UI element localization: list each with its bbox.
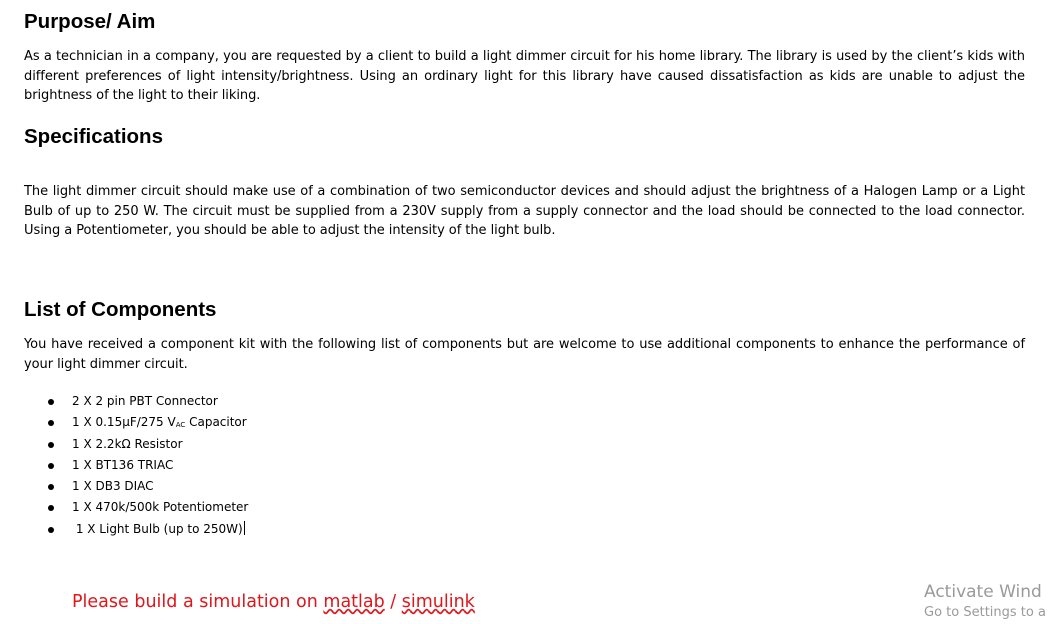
watermark-title: Activate Wind <box>924 582 1042 602</box>
activate-windows-watermark <box>924 581 1048 623</box>
list-item-text: 2 X 2 pin PBT Connector <box>72 394 218 408</box>
note-prefix: Please build a simulation on <box>72 592 324 612</box>
specifications-paragraph: The light dimmer circuit should make use of a combination of two semiconductor devices and should adjust the brightness of a Halogen Lamp or a Light Bulb of up to 250 W. The circuit must be supplied from a 230V supply from a supply connector and the load should be connected to the load connector. Using a Potentiometer, you should be able to adjust the intensity of the light bulb. <box>24 184 1025 238</box>
components-heading: List of Components <box>24 298 217 321</box>
bullet-icon <box>48 484 54 490</box>
purpose-paragraph: As a technician in a company, you are requested by a client to build a light dimmer circuit for his home library. The library is used by the client’s kids with different preferences of light intensity/brightness. Using an ordinary light for this library have caused dissatisfaction as kids are unable to adjust the brightness of the light to their liking. <box>24 49 1025 103</box>
list-item-text: 1 X BT136 TRIAC <box>72 457 174 472</box>
light-bulb-item: 1 X Light Bulb (up to 250W) <box>72 521 243 536</box>
bullet-icon <box>48 463 54 469</box>
watermark-subtitle: Go to Settings to a <box>924 605 1046 620</box>
capacitor-subscript: AC <box>175 421 186 430</box>
bullet-icon <box>48 420 54 426</box>
specifications-heading: Specifications <box>24 125 163 148</box>
components-paragraph: You have received a component kit with the following list of components but are welcome to use additional components to enhance the performance of your light dimmer circuit. <box>24 337 1025 372</box>
list-item-text: 1 X DB3 DIAC <box>72 479 154 494</box>
capacitor-suffix: Capacitor <box>185 415 247 430</box>
spellcheck-word-simulink[interactable]: simulink <box>401 592 475 612</box>
note-separator: / <box>384 592 402 612</box>
list-item-text: 1 X 2.2kΩ Resistor <box>72 436 183 451</box>
spellcheck-word-matlab[interactable]: matlab <box>323 592 385 612</box>
bullet-icon <box>48 442 54 448</box>
simulation-note <box>72 592 475 612</box>
bullet-icon <box>48 399 54 405</box>
purpose-heading: Purpose/ Aim <box>24 10 156 33</box>
bullet-icon <box>48 505 54 511</box>
capacitor-value: 1 X 0.15µF/275 V <box>72 415 176 430</box>
list-item-text <box>72 519 245 540</box>
bullet-icon <box>48 527 54 533</box>
text-cursor <box>244 521 245 535</box>
list-item-text: 1 X 470k/500k Potentiometer <box>72 500 249 515</box>
